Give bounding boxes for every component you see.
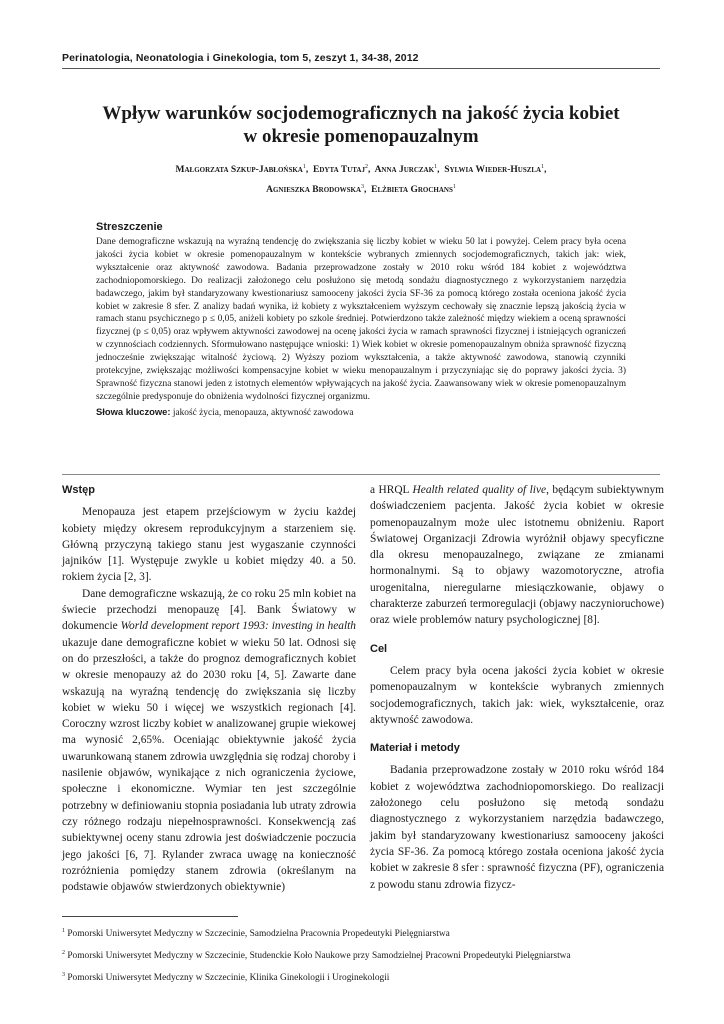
author: Małgorzata Szkup-Jabłońska$^1$: [175, 164, 306, 176]
article-title: [62, 102, 660, 148]
author-list: Małgorzata Szkup-Jabłońska$^1$, Edyta Tutaj$^2$, Anna Jurczak$^1$, Sylwia Wieder-Huszla$^1$, Agnieszka Brodowska$^3$, Elżbieta Grochans$^1$: [175, 164, 547, 196]
paragraph: Celem pracy była ocena jakości życia kobiet w okresie pomenopauzalnym w kontekście wybranych zmiennych socjodemograficznych, takich jak: wiek, wykształcenie, oraz aktywność zawodowa.: [370, 664, 664, 726]
right-column: [370, 482, 664, 893]
italic-title: World development report 1993: investing in health: [120, 620, 356, 633]
section-divider: [62, 474, 660, 475]
section-heading-cel: Cel: [370, 642, 388, 655]
paragraph: Badania przeprowadzone zostały w 2010 roku wśród 184 kobiet z województwa zachodniopomorskiego. Do realizacji założonego celu posłużono się metodą sondażu diagnostycznego z wykorzystaniem narzędzia badawczego, jakim był standaryzowany kwestionariusz samooceny jakości życia SF-36. Za pomocą którego została oceniona jakość życia kobiet w zakresie 8 sfer : sprawność fizyczna (PF), ograniczenia z powodu stanu zdrowia fizycz-: [370, 764, 664, 891]
paragraph: Dane demograficzne wskazują, że co roku 25 mln kobiet na świecie przechodzi menopauzę [4]. Bank Światowy w dokumencie World development report 1993: investing in health ukazuje dane demograficzne kobiet w wieku 50 lat. Odnosi się on do przeszłości, a także do prognoz demograficznych kobiet w okresie menopauzy aż do 2030 roku [4, 5]. Zawarte dane wskazują na wyraźną tendencję do zwiększania się liczby kobiet w wieku 50 i więcej we wszystkich regionach [4]. Coroczny wzrost liczby kobiet w analizowanej grupie wiekowej ma wynosić 2,65%. Oceniając obiektywnie jakość życia uwarunkowaną stanem zdrowia uwzględnia się rodzaj choroby i nasilenie objawów, wynikające z nich ograniczenia życiowe, społeczne i ekonomiczne. Wymiar ten jest szczególnie potrzebny w definiowaniu stopnia posiadania lub utraty zdrowia czy różnego rodzaju niepełnosprawności. Konsekwencją zaś subiektywnej oceny stanu zdrowia jest doświadczenie poczucia jego jakości [6, 7]. Rylander zwraca uwagę na konieczność rozróżnienia pomiędzy stanem zdrowia (określanym na podstawie objawów stwierdzonych obiektywnie): [62, 587, 356, 894]
footnote: $^3$ Pomorski Uniwersytet Medyczny w Szczecinie, Klinika Ginekologii i Uroginekologii: [62, 972, 390, 984]
author: Anna Jurczak$^1$: [374, 164, 438, 176]
keywords-text: jakość życia, menopauza, aktywność zawodowa: [172, 407, 354, 418]
section-heading-wstep: Wstęp: [62, 484, 95, 496]
abstract-heading: Streszczenie: [96, 221, 163, 233]
journal-header: Perinatologia, Neonatologia i Ginekologia, tom 5, zeszyt 1, 34-38, 2012: [62, 52, 419, 64]
abstract-body: Dane demograficzne wskazują na wyraźną tendencję do zwiększania się liczby kobiet w wieku 50 lat i powyżej. Celem pracy była ocena jakości życia kobiet w okresie pomenopauzalnym w kontekście wybranych zmiennych socjodemograficznych, takich jak: wiek, wykształcenie oraz aktywność zawodowa. Badania przeprowadzone zostały w 2010 roku wśród 184 kobiet z województwa zachodniopomorskiego. Do realizacji założonego celu posłużono się metodą sondażu diagnostycznego z wykorzystaniem narzędzia badawczego, jakim był standaryzowany kwestionariusz samooceny jakości życia SF-36 za pomocą którego została oceniona jakość życia kobiet w zakresie 8 sfer. Z analizy badań wynika, iż kobiety z wykształceniem wyższym cechowały się znacznie lepszą jakością życia w ramach stanu psychicznego p ≤ 0,05, aniżeli kobiety po szkole średniej. Potwierdzono także zależność między wiekiem a oceną sprawności fizycznej (p ≤ 0,05) oraz wpływem aktywności zawodowej na ocenę jakości życia w ramach sprawności fizycznej i istniejących ograniczeń w czynnościach codziennych. Sformułowano następujące wnioski: 1) Wiek kobiet w okresie pomenopauzalnym obniża sprawność fizyczną jednocześnie zwiększając witalność życiową. 2) Wyższy poziom wykształcenia, a także aktywność zawodowa, stanowią czynniki protekcyjne, zwiększając możliwości kompensacyjne kobiet w wieku menopauzalnym i przyczyniając się do poprawy jakości życia. 3) Sprawność fizyczna stanowi jeden z istotnych elementów wpływających na jakość życia. Zaawansowany wiek w okresie pomenopauzalnym szczególnie predysponuje do obniżenia wydolności fizycznej organizmu.: [96, 237, 626, 402]
title-line-1: Wpływ warunków socjodemograficznych na jakość życia kobiet: [102, 103, 620, 124]
abstract: [96, 221, 626, 420]
title-line-2: w okresie pomenopauzalnym: [243, 126, 479, 147]
footnote: $^1$ Pomorski Uniwersytet Medyczny w Szczecinie, Samodzielna Pracownia Propedeutyki Pielęgniarstwa: [62, 928, 450, 940]
section-heading-material: Materiał i metody: [370, 742, 460, 755]
left-column: [62, 482, 356, 895]
author: Sylwia Wieder-Huszla$^1$: [444, 164, 545, 176]
footnote: $^2$ Pomorski Uniwersytet Medyczny w Szczecinie, Studenckie Koło Naukowe przy Samodzielnej Pracowni Propedeutyki Pielęgniarstwa: [62, 950, 571, 962]
header-rule: [62, 68, 660, 69]
footnotes: [62, 922, 672, 988]
author: Edyta Tutaj$^2$: [313, 164, 368, 176]
keywords: [96, 405, 626, 420]
author: Elżbieta Grochans$^1$: [371, 184, 456, 196]
italic-term: Health related quality of live: [412, 484, 547, 496]
paragraph: Menopauza jest etapem przejściowym w życiu każdej kobiety między okresem reprodukcyjnym a starzeniem się. Główną przyczyną takiego stanu jest wygaszanie czynności jajników [1]. Występuje zwykle u kobiet między 40. a 50. rokiem życia [2, 3].: [62, 506, 356, 584]
footnote-rule: [62, 916, 238, 917]
keywords-label: Słowa kluczowe:: [96, 405, 171, 417]
author: Agnieszka Brodowska$^3$: [266, 184, 365, 196]
paragraph: a HRQL Health related quality of live, będącym subiektywnym doświadczeniem pacjenta. Jakość życia kobiet w okresie pomenopauzalnym może ulec istotnemu obniżeniu. Raport Światowej Organizacji Zdrowia wyróżnił objawy specyficzne dla okresu menopauzalnego, związane ze zmianami hormonalnymi. Są to objawy wazomotoryczne, atrofia urogenitalna, nieregularne miesiączkowanie, objawy o charakterze zaburzeń termoregulacji (objawy naczynioruchowe) oraz wiele problemów natury psychologicznej [8].: [370, 484, 664, 627]
